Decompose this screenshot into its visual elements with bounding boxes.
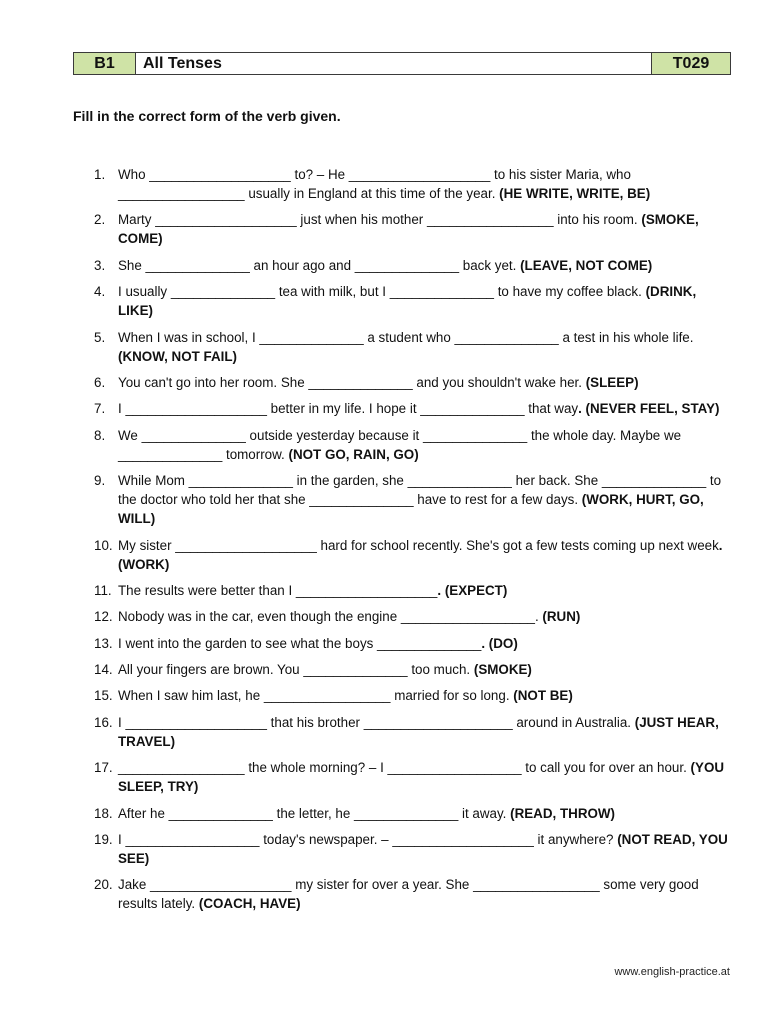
exercise-sentence: _________________ the whole morning? – I __________________ to call you for over an hour.	[118, 760, 691, 776]
exercise-number: 17.	[94, 760, 113, 776]
exercise-item	[94, 165, 734, 203]
footer-url: www.english-practice.at	[614, 966, 730, 978]
verb-hint: (DRINK, LIKE)	[118, 284, 700, 319]
exercise-sentence: I usually ______________ tea with milk, but I ______________ to have my coffee black.	[118, 284, 646, 300]
verb-hint: (YOU SLEEP, TRY)	[118, 760, 728, 795]
exercise-sentence: After he ______________ the letter, he ______________ it away.	[118, 805, 511, 821]
exercise-number: 20.	[94, 877, 113, 893]
exercise-sentence: She ______________ an hour ago and ______________ back yet.	[118, 257, 521, 273]
verb-hint: (SMOKE, COME)	[118, 212, 703, 247]
exercise-item	[94, 607, 734, 626]
exercise-text	[118, 634, 734, 653]
exercise-item	[94, 471, 734, 528]
exercise-item	[94, 634, 734, 653]
verb-hint: (RUN)	[542, 609, 581, 625]
exercise-item	[94, 758, 734, 796]
exercise-item	[94, 399, 734, 418]
verb-hint: . (WORK)	[118, 537, 727, 572]
exercise-number: 16.	[94, 714, 113, 730]
exercise-number: 4.	[94, 284, 106, 300]
exercise-text	[118, 282, 734, 320]
exercise-number: 2.	[94, 212, 106, 228]
exercise-sentence: All your fingers are brown. You ______________ too much.	[118, 662, 474, 678]
exercise-item	[94, 426, 734, 464]
exercise-text	[118, 830, 734, 868]
exercise-text	[118, 256, 734, 275]
exercise-number: 1.	[94, 167, 106, 182]
exercise-item	[94, 660, 734, 679]
exercise-item	[94, 282, 734, 320]
exercise-text	[118, 165, 734, 203]
exercise-text	[118, 804, 734, 823]
exercise-text	[118, 660, 734, 679]
exercise-number: 5.	[94, 329, 106, 345]
exercise-item	[94, 373, 734, 392]
exercise-number: 11.	[94, 582, 112, 598]
verb-hint: (SLEEP)	[585, 374, 639, 390]
verb-hint: (LEAVE, NOT COME)	[520, 257, 653, 273]
exercise-number: 6.	[94, 374, 106, 390]
exercise-text	[118, 426, 734, 464]
verb-hint: (NOT GO, RAIN, GO)	[288, 446, 419, 462]
verb-hint: (HE WRITE, WRITE, BE)	[499, 186, 651, 201]
instructions: Fill in the correct form of the verb given.	[73, 108, 341, 124]
exercise-sentence: Jake ___________________ my sister for over a year. She _________________ some very good results lately.	[118, 877, 703, 912]
exercise-text	[118, 713, 734, 751]
verb-hint: . (DO)	[481, 635, 518, 651]
exercise-sentence: When I was in school, I ______________ a student who ______________ a test in his whole life.	[118, 329, 698, 345]
exercise-text	[118, 758, 734, 796]
exercise-sentence: Nobody was in the car, even though the engine __________________.	[118, 609, 543, 625]
exercise-number: 12.	[94, 609, 113, 625]
exercise-sentence: When I saw him last, he _________________ married for so long.	[118, 688, 514, 704]
exercise-number: 13.	[94, 635, 113, 651]
exercise-text	[118, 875, 734, 913]
exercise-item	[94, 581, 734, 600]
worksheet-title: All Tenses	[136, 53, 651, 74]
exercise-sentence: I ___________________ better in my life. I hope it ______________ that way	[118, 401, 579, 417]
verb-hint: (KNOW, NOT FAIL)	[118, 348, 238, 364]
exercise-number: 14.	[94, 662, 113, 678]
exercise-number: 19.	[94, 832, 113, 848]
exercise-sentence: While Mom ______________ in the garden, she ______________ her back. She ______________ to the doctor who told her that she ______________ have to rest for a few days.	[118, 473, 725, 508]
verb-hint: (NOT READ, YOU SEE)	[118, 832, 732, 867]
exercise-number: 15.	[94, 688, 113, 704]
exercise-sentence: Who ___________________ to? – He ___________________ to his sister Maria, who _________________ usually in England at this time of the year.	[118, 167, 635, 201]
exercise-list	[94, 165, 734, 921]
verb-hint: (JUST HEAR, TRAVEL)	[118, 714, 723, 749]
worksheet-header	[73, 52, 731, 75]
verb-hint: (WORK, HURT, GO, WILL)	[118, 492, 708, 527]
verb-hint: . (EXPECT)	[437, 582, 508, 598]
exercise-item	[94, 210, 734, 248]
exercise-text	[118, 686, 734, 705]
exercise-text	[118, 536, 734, 574]
exercise-text	[118, 607, 734, 626]
exercise-text	[118, 328, 734, 366]
exercise-text	[118, 373, 734, 392]
worksheet-code: T029	[651, 53, 730, 74]
exercise-text	[118, 581, 734, 600]
exercise-item	[94, 536, 734, 574]
exercise-text	[118, 471, 734, 528]
exercise-item	[94, 328, 734, 366]
exercise-sentence: I __________________ today's newspaper. – ___________________ it anywhere?	[118, 832, 618, 848]
verb-hint: . (NEVER FEEL, STAY)	[578, 401, 720, 417]
exercise-number: 9.	[94, 473, 106, 489]
exercise-sentence: I went into the garden to see what the boys ______________	[118, 635, 482, 651]
exercise-number: 3.	[94, 257, 106, 273]
exercise-sentence: My sister ___________________ hard for school recently. She's got a few tests coming up next week	[118, 537, 719, 553]
exercise-number: 8.	[94, 427, 106, 443]
exercise-sentence: The results were better than I ___________________	[118, 582, 438, 598]
exercise-sentence: I ___________________ that his brother ____________________ around in Australia.	[118, 714, 635, 730]
exercise-item	[94, 686, 734, 705]
exercise-sentence: Marty ___________________ just when his mother _________________ into his room.	[118, 212, 642, 228]
exercise-item	[94, 713, 734, 751]
exercise-text	[118, 210, 734, 248]
verb-hint: (SMOKE)	[473, 662, 532, 678]
level-badge: B1	[74, 53, 136, 74]
exercise-sentence: You can't go into her room. She ______________ and you shouldn't wake her.	[118, 374, 586, 390]
exercise-text	[118, 399, 734, 418]
exercise-number: 7.	[94, 401, 106, 417]
exercise-sentence: We ______________ outside yesterday because it ______________ the whole day. Maybe we ______________ tomorrow.	[118, 427, 685, 462]
verb-hint: (READ, THROW)	[510, 805, 616, 821]
verb-hint: (COACH, HAVE)	[198, 896, 301, 912]
exercise-number: 10.	[94, 537, 113, 553]
exercise-item	[94, 804, 734, 823]
exercise-number: 18.	[94, 805, 113, 821]
exercise-item	[94, 875, 734, 913]
exercise-item	[94, 830, 734, 868]
verb-hint: (NOT BE)	[513, 688, 573, 704]
exercise-item	[94, 256, 734, 275]
